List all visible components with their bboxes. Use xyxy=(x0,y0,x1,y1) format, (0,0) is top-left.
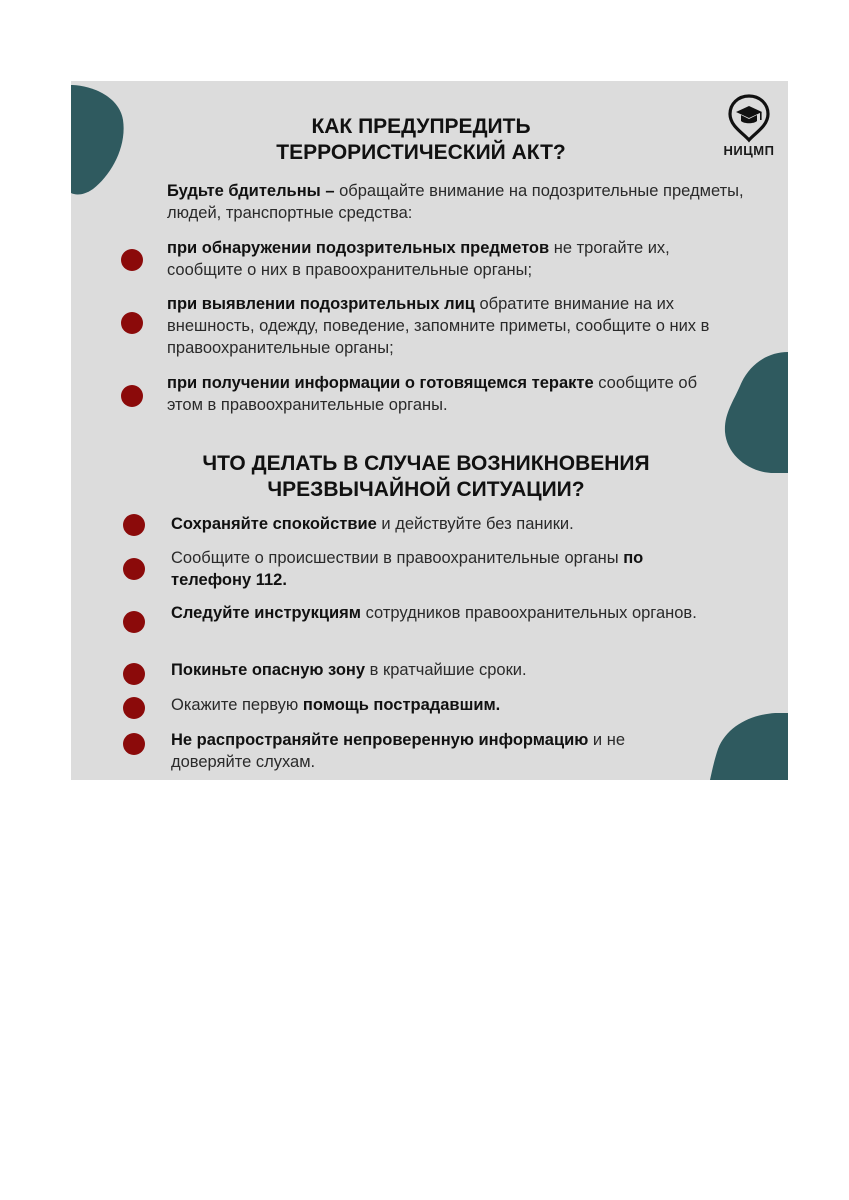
bullet-dot xyxy=(121,249,143,271)
section1-item: при получении информации о готовящемся теракте сообщите об этом в правоохранительные органы. xyxy=(167,374,698,414)
section2-item: Не распространяйте непроверенную информацию и не доверяйте слухам. xyxy=(171,731,626,771)
bullet-dot xyxy=(123,663,145,685)
section2-title: ЧТО ДЕЛАТЬ В СЛУЧАЕ ВОЗНИКНОВЕНИЯ ЧРЕЗВЫЧАЙНОЙ СИТУАЦИИ? xyxy=(202,452,650,501)
graduation-cap-pin-icon xyxy=(727,93,771,143)
section1-title: КАК ПРЕДУПРЕДИТЬ ТЕРРОРИСТИЧЕСКИЙ АКТ? xyxy=(276,115,566,164)
section2-item: Окажите первую помощь пострадавшим. xyxy=(171,696,501,714)
bullet-dot xyxy=(121,312,143,334)
section1-item: при выявлении подозрительных лиц обратите внимание на их внешность, одежду, поведение, запомните приметы, сообщите о них в правоохранительные органы; xyxy=(167,295,710,357)
section2-item: Следуйте инструкциям сотрудников правоохранительных органов. xyxy=(171,604,697,622)
bullet-dot xyxy=(123,611,145,633)
section2-item: Сохраняйте спокойствие и действуйте без паники. xyxy=(171,515,574,533)
teal-blob-top-left xyxy=(71,85,125,197)
bullet-dot xyxy=(123,733,145,755)
section2-item: Покиньте опасную зону в кратчайшие сроки. xyxy=(171,661,527,679)
bullet-dot xyxy=(123,697,145,719)
section1-item: при обнаружении подозрительных предметов не трогайте их, сообщите о них в правоохранительные органы; xyxy=(167,239,670,279)
bullet-dot xyxy=(121,385,143,407)
bullet-dot xyxy=(123,558,145,580)
logo xyxy=(717,93,781,158)
section2-item: Сообщите о происшествии в правоохранительные органы по телефону 112. xyxy=(171,549,644,589)
bullet-dot xyxy=(123,514,145,536)
section1-intro: Будьте бдительны – обращайте внимание на подозрительные предметы, людей, транспортные средства: xyxy=(167,182,744,222)
logo-text: НИЦМП xyxy=(723,143,775,158)
teal-blob-bottom-right xyxy=(710,713,788,780)
leaflet-card xyxy=(71,81,788,780)
